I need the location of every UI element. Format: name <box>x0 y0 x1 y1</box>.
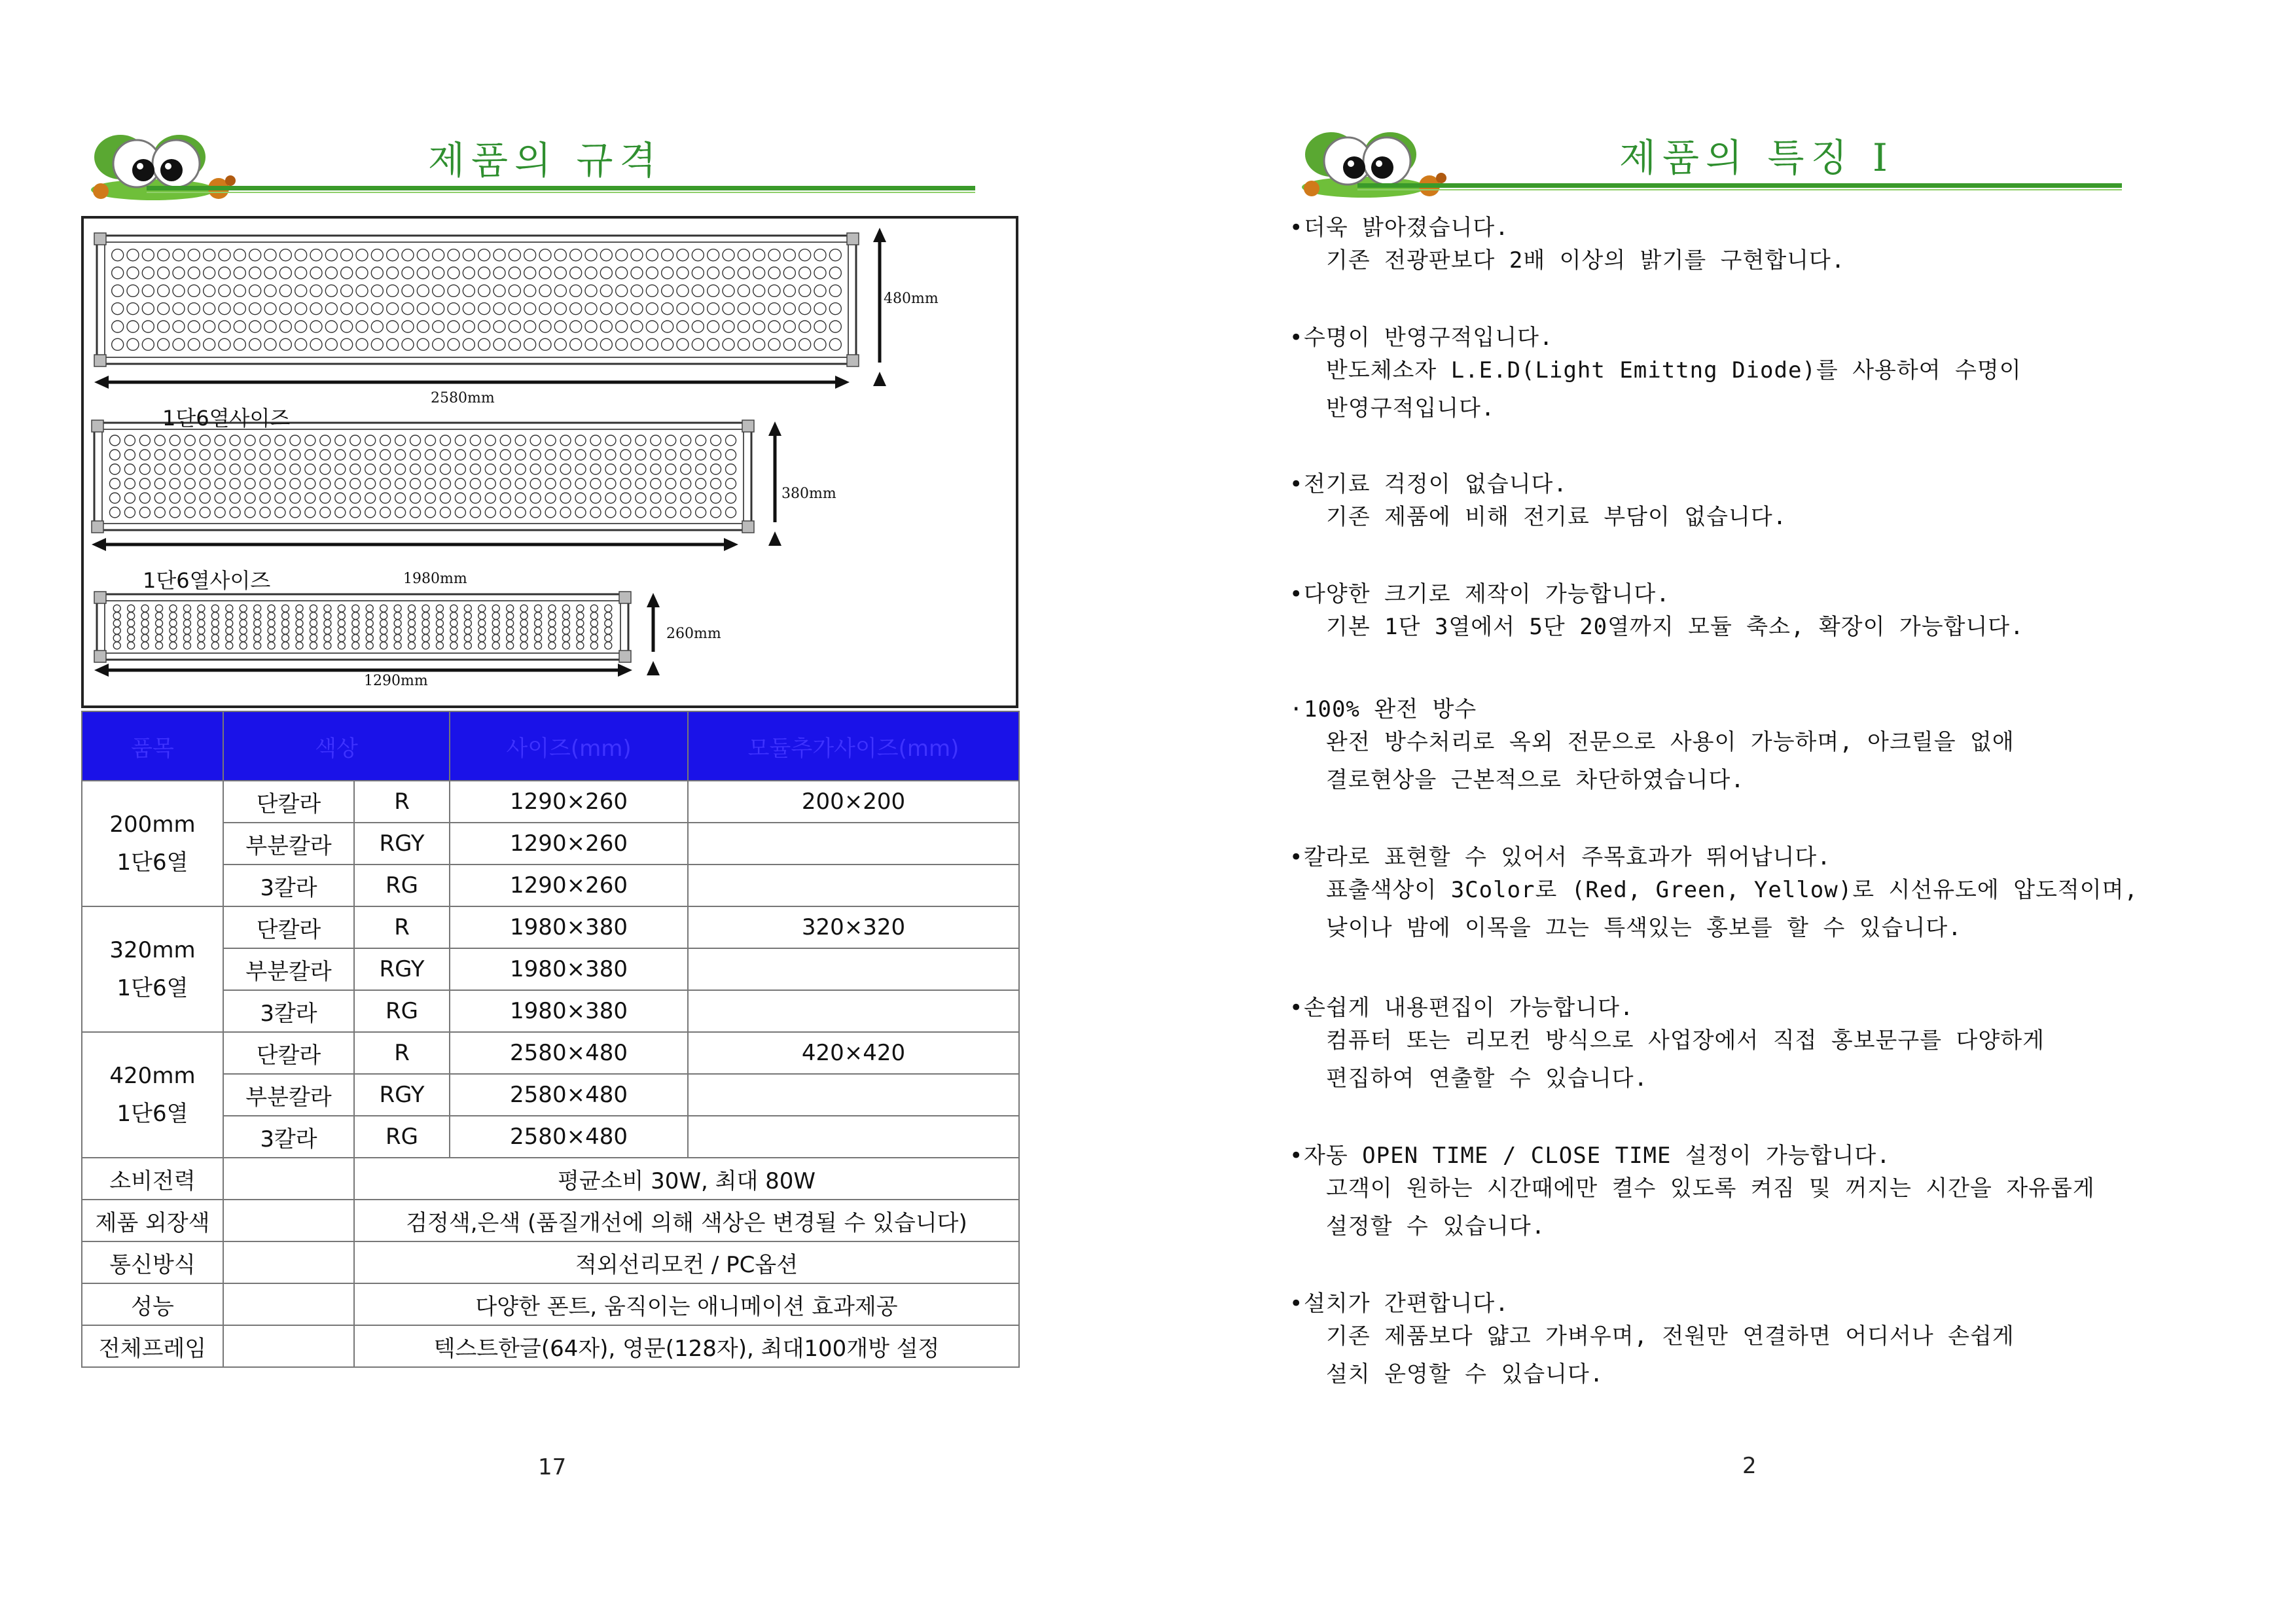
width-arrow-head <box>94 664 109 677</box>
panel-1-height-label: 480mm <box>884 291 939 307</box>
panel-corner <box>742 521 754 533</box>
page-number: 17 <box>538 1454 567 1480</box>
module-size-cell: 420×420 <box>688 1032 1019 1074</box>
bullet-icon: • <box>1289 471 1304 497</box>
size-diagram-canvas <box>84 219 1016 705</box>
height-arrow-head <box>647 593 660 607</box>
panel-3-width-label: 1290mm <box>364 673 428 689</box>
color-code-cell: RG <box>354 865 450 906</box>
feature-item <box>1289 1137 2219 1245</box>
bullet-icon: • <box>1289 1143 1304 1169</box>
table-row <box>82 1241 1019 1283</box>
header-color: 색상 <box>223 711 450 781</box>
color-code-cell: RGY <box>354 948 450 990</box>
feature-body-line: 반영구적입니다. <box>1326 395 1496 421</box>
feature-body-line: 낮이나 밤에 이목을 끄는 특색있는 홍보를 할 수 있습니다. <box>1326 915 1962 941</box>
feature-item <box>1289 839 2219 947</box>
feature-heading-text: 손쉽게 내용편집이 가능합니다. <box>1304 995 1634 1021</box>
feature-body-line: 기존 전광판보다 2배 이상의 밝기를 구현합니다. <box>1326 247 1846 274</box>
header-item: 품목 <box>82 711 223 781</box>
spec-label-cell: 제품 외장색 <box>82 1200 223 1241</box>
panel-2-height-label: 380mm <box>781 486 836 502</box>
color-cell: 단칼라 <box>223 781 354 823</box>
color-cell: 부분칼라 <box>223 1074 354 1116</box>
mascot-eyes-icon <box>1292 115 1462 220</box>
color-code-cell: R <box>354 781 450 823</box>
feature-heading <box>1289 319 2219 351</box>
spec-empty-cell <box>223 1200 354 1241</box>
size-cell: 1290×260 <box>450 823 688 865</box>
page-header <box>1292 115 2122 220</box>
size-diagram <box>81 216 1018 708</box>
color-cell: 단칼라 <box>223 906 354 948</box>
spec-empty-cell <box>223 1241 354 1283</box>
panel-1-width-label: 2580mm <box>431 390 495 406</box>
size-cell: 1980×380 <box>450 906 688 948</box>
bullet-icon: • <box>1289 1291 1304 1317</box>
width-arrow-head <box>724 538 738 551</box>
bullet-icon: • <box>1289 995 1304 1021</box>
feature-body-line: 결로현상을 근본적으로 차단하였습니다. <box>1326 767 1745 793</box>
panel-3-height-label: 260mm <box>666 626 721 642</box>
mascot-eyes-icon <box>81 118 251 223</box>
panel-2-width-label: 1980mm <box>403 571 467 587</box>
feature-heading-text: 칼라로 표현할 수 있어서 주목효과가 뛰어납니다. <box>1304 844 1831 870</box>
size-cell: 2580×480 <box>450 1116 688 1158</box>
height-arrow-head <box>768 421 781 436</box>
spec-empty-cell <box>223 1158 354 1200</box>
table-row <box>82 1032 1019 1074</box>
module-size-cell <box>688 823 1019 865</box>
feature-heading <box>1289 209 2219 241</box>
feature-body-line: 설치 운영할 수 있습니다. <box>1326 1361 1604 1387</box>
feature-item <box>1289 691 2219 799</box>
product-group-cell: 200mm 1단6열 <box>82 781 223 906</box>
height-arrow-head <box>873 228 886 242</box>
feature-item <box>1289 990 2219 1097</box>
feature-item <box>1289 576 2219 646</box>
spec-table <box>81 711 1020 1368</box>
page-number: 2 <box>1742 1453 1757 1479</box>
size-cell: 1980×380 <box>450 948 688 990</box>
module-size-cell <box>688 1116 1019 1158</box>
header-rule-secondary <box>147 192 975 193</box>
led-panel-frame <box>97 594 628 660</box>
feature-heading <box>1289 576 2219 608</box>
page-header <box>81 118 975 223</box>
spec-label-cell: 통신방식 <box>82 1241 223 1283</box>
height-arrow-head <box>768 531 781 546</box>
feature-heading <box>1289 1285 2219 1317</box>
product-group-cell: 420mm 1단6열 <box>82 1032 223 1158</box>
spec-value-cell: 텍스트한글(64자), 영문(128자), 최대100개방 설정 <box>354 1325 1019 1367</box>
panel-corner <box>619 651 631 662</box>
panel-2-caption: 1단6열사이즈 <box>143 568 271 593</box>
size-cell: 1290×260 <box>450 865 688 906</box>
feature-heading-text: 자동 OPEN TIME / CLOSE TIME 설정이 가능합니다. <box>1304 1143 1891 1169</box>
feature-heading <box>1289 990 2219 1022</box>
feature-body-line: 기존 제품에 비해 전기료 부담이 없습니다. <box>1326 504 1787 530</box>
spec-value-cell: 적외선리모컨 / PC옵션 <box>354 1241 1019 1283</box>
bullet-icon: • <box>1289 581 1304 607</box>
size-cell: 2580×480 <box>450 1032 688 1074</box>
table-row <box>82 1283 1019 1325</box>
spec-table-header-row <box>82 711 1019 781</box>
spec-label-cell: 소비전력 <box>82 1158 223 1200</box>
panel-corner <box>92 420 103 432</box>
feature-body-line: 편집하여 연출할 수 있습니다. <box>1326 1065 1649 1092</box>
bullet-icon: · <box>1289 696 1304 722</box>
color-cell: 3칼라 <box>223 865 354 906</box>
panel-corner <box>94 355 106 366</box>
feature-item <box>1289 1285 2219 1393</box>
panel-corner <box>847 233 859 245</box>
table-row <box>82 1325 1019 1367</box>
color-code-cell: RG <box>354 990 450 1032</box>
color-code-cell: R <box>354 1032 450 1074</box>
feature-body-line: 설정할 수 있습니다. <box>1326 1213 1546 1240</box>
feature-body-line: 고객이 원하는 시간때에만 켤수 있도록 켜짐 및 꺼지는 시간을 자유롭게 <box>1326 1175 2095 1202</box>
size-cell: 2580×480 <box>450 1074 688 1116</box>
spec-value-cell: 다양한 폰트, 움직이는 애니메이션 효과제공 <box>354 1283 1019 1325</box>
color-code-cell: RGY <box>354 823 450 865</box>
spec-empty-cell <box>223 1283 354 1325</box>
width-arrow-head <box>92 538 106 551</box>
feature-item <box>1289 209 2219 279</box>
width-arrow-head <box>618 664 632 677</box>
feature-body-line: 표출색상이 3Color로 (Red, Green, Yellow)로 시선유도에 압도적이며, <box>1326 877 2138 903</box>
width-arrow-head <box>835 376 850 389</box>
page-title: 제품의 규격 <box>428 138 663 183</box>
header-module-size: 모듈추가사이즈(mm) <box>688 711 1019 781</box>
width-arrow-head <box>94 376 109 389</box>
module-size-cell <box>688 948 1019 990</box>
spec-value-cell: 검정색,은색 (품질개선에 의해 색상은 변경될 수 있습니다) <box>354 1200 1019 1241</box>
module-size-cell: 320×320 <box>688 906 1019 948</box>
feature-heading-text: 다양한 크기로 제작이 가능합니다. <box>1304 581 1670 607</box>
color-cell: 부분칼라 <box>223 948 354 990</box>
feature-item <box>1289 466 2219 536</box>
feature-body-line: 기존 제품보다 얇고 가벼우며, 전원만 연결하면 어디서나 손쉽게 <box>1326 1323 2015 1349</box>
panel-corner <box>94 592 106 603</box>
header-rule-secondary <box>1357 189 2122 190</box>
module-size-cell: 200×200 <box>688 781 1019 823</box>
feature-heading-text: 수명이 반영구적입니다. <box>1304 325 1554 351</box>
feature-heading <box>1289 691 2219 723</box>
feature-heading-text: 전기료 걱정이 없습니다. <box>1304 471 1568 497</box>
spec-empty-cell <box>223 1325 354 1367</box>
feature-heading <box>1289 839 2219 871</box>
page-title: 제품의 특징 I <box>1619 135 1894 180</box>
spec-label-cell: 성능 <box>82 1283 223 1325</box>
header-rule <box>1357 183 2122 188</box>
color-code-cell: R <box>354 906 450 948</box>
color-cell: 3칼라 <box>223 990 354 1032</box>
panel-corner <box>94 233 106 245</box>
panel-corner <box>619 592 631 603</box>
feature-heading <box>1289 1137 2219 1169</box>
size-cell: 1290×260 <box>450 781 688 823</box>
bullet-icon: • <box>1289 215 1304 241</box>
bullet-icon: • <box>1289 844 1304 870</box>
feature-heading <box>1289 466 2219 498</box>
table-row <box>82 1200 1019 1241</box>
color-cell: 단칼라 <box>223 1032 354 1074</box>
size-cell: 1980×380 <box>450 990 688 1032</box>
feature-heading-text: 더욱 밝아졌습니다. <box>1304 215 1509 241</box>
header-size: 사이즈(mm) <box>450 711 688 781</box>
led-panel-frame <box>94 423 751 530</box>
feature-body-line: 완전 방수처리로 옥외 전문으로 사용이 가능하며, 아크릴을 없애 <box>1326 729 2015 755</box>
feature-item <box>1289 319 2219 427</box>
header-rule <box>147 186 975 190</box>
panel-corner <box>742 420 754 432</box>
feature-heading-text: 100% 완전 방수 <box>1304 696 1477 722</box>
module-size-cell <box>688 865 1019 906</box>
height-arrow-head <box>873 372 886 386</box>
table-row <box>82 1158 1019 1200</box>
panel-corner <box>847 355 859 366</box>
panel-corner <box>92 521 103 533</box>
bullet-icon: • <box>1289 325 1304 351</box>
led-panel-frame <box>97 236 856 364</box>
color-cell: 부분칼라 <box>223 823 354 865</box>
feature-heading-text: 설치가 간편합니다. <box>1304 1291 1509 1317</box>
panel-1-caption: 1단6열사이즈 <box>162 406 291 431</box>
feature-body-line: 반도체소자 L.E.D(Light Emittng Diode)를 사용하여 수명이 <box>1326 357 2022 383</box>
spec-value-cell: 평균소비 30W, 최대 80W <box>354 1158 1019 1200</box>
feature-body-line: 컴퓨터 또는 리모컨 방식으로 사업장에서 직접 홍보문구를 다양하게 <box>1326 1027 2045 1054</box>
module-size-cell <box>688 990 1019 1032</box>
color-code-cell: RGY <box>354 1074 450 1116</box>
height-arrow-head <box>647 661 660 675</box>
color-cell: 3칼라 <box>223 1116 354 1158</box>
spec-label-cell: 전체프레임 <box>82 1325 223 1367</box>
panel-corner <box>94 651 106 662</box>
product-group-cell: 320mm 1단6열 <box>82 906 223 1032</box>
spec-table-body <box>82 781 1019 1367</box>
module-size-cell <box>688 1074 1019 1116</box>
color-code-cell: RG <box>354 1116 450 1158</box>
table-row <box>82 906 1019 948</box>
table-row <box>82 781 1019 823</box>
feature-body-line: 기본 1단 3열에서 5단 20열까지 모듈 축소, 확장이 가능합니다. <box>1326 614 2024 640</box>
